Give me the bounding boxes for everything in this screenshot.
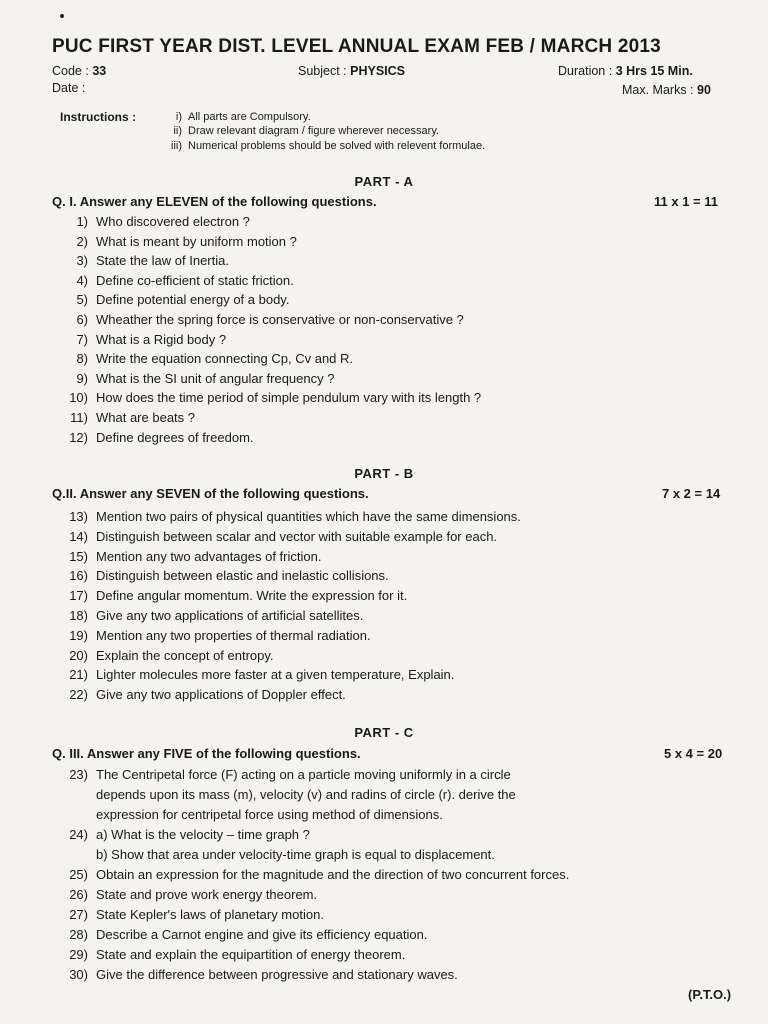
question-text: Define angular momentum. Write the expression for it. bbox=[96, 588, 408, 603]
question-item bbox=[52, 588, 752, 603]
question-text: Mention any two advantages of friction. bbox=[96, 549, 322, 564]
question-item bbox=[52, 371, 752, 386]
question-text: Define degrees of freedom. bbox=[96, 430, 254, 445]
question-number: 19) bbox=[69, 628, 88, 643]
question-text: State and prove work energy theorem. bbox=[96, 887, 318, 902]
question-number: 12) bbox=[69, 430, 88, 445]
question-number: 23) bbox=[69, 767, 88, 782]
instruction-item bbox=[148, 140, 485, 152]
question-text: Give any two applications of Doppler effect. bbox=[96, 687, 346, 702]
question-number: 10) bbox=[69, 390, 88, 405]
question-number: 5) bbox=[76, 292, 88, 307]
instruction-number: i) bbox=[175, 111, 182, 123]
question-text: What is meant by uniform motion ? bbox=[96, 234, 297, 249]
instruction-item bbox=[148, 125, 439, 137]
question-text: Wheather the spring force is conservative or non-conservative ? bbox=[96, 312, 464, 327]
max-marks-line bbox=[622, 83, 711, 97]
date-line bbox=[52, 81, 85, 95]
question-number: 8) bbox=[76, 351, 88, 366]
question-text: Write the equation connecting Cp, Cv and R. bbox=[96, 351, 354, 366]
subject-label: Subject : bbox=[298, 64, 347, 78]
question-item bbox=[52, 967, 752, 982]
question-number: 13) bbox=[69, 509, 88, 524]
question-number: 17) bbox=[69, 588, 88, 603]
question-text: a) What is the velocity – time graph ? bbox=[96, 827, 310, 842]
question-number: 16) bbox=[69, 568, 88, 583]
question-item bbox=[52, 273, 752, 288]
question-continuation: expression for centripetal force using method of dimensions. bbox=[96, 807, 443, 822]
question-item bbox=[52, 648, 752, 663]
question-number: 28) bbox=[69, 927, 88, 942]
question-number: 18) bbox=[69, 608, 88, 623]
question-text: Describe a Carnot engine and give its efficiency equation. bbox=[96, 927, 428, 942]
max-marks-value: 90 bbox=[697, 83, 711, 97]
question-number: 30) bbox=[69, 967, 88, 982]
instructions-label: Instructions : bbox=[60, 110, 137, 124]
question-item bbox=[52, 628, 752, 643]
question-continuation: depends upon its mass (m), velocity (v) and radins of circle (r). derive the bbox=[96, 787, 516, 802]
question-number: 14) bbox=[69, 529, 88, 544]
marks-allocation: 5 x 4 = 20 bbox=[664, 746, 723, 761]
subject-value: PHYSICS bbox=[350, 64, 406, 78]
exam-title: PUC FIRST YEAR DIST. LEVEL ANNUAL EXAM FEB / MARCH 2013 bbox=[52, 36, 661, 57]
scan-mark bbox=[60, 14, 64, 18]
subject-line bbox=[298, 64, 405, 78]
question-item bbox=[52, 529, 752, 544]
question-text: How does the time period of simple pendulum vary with its length ? bbox=[96, 390, 482, 405]
instruction-number: iii) bbox=[171, 140, 182, 152]
question-item bbox=[52, 312, 752, 327]
question-item bbox=[52, 608, 752, 623]
question-text: Distinguish between scalar and vector with suitable example for each. bbox=[96, 529, 498, 544]
question-item bbox=[52, 667, 752, 682]
question-number: 20) bbox=[69, 648, 88, 663]
question-item bbox=[52, 214, 752, 229]
question-item bbox=[52, 767, 752, 782]
question-number: 27) bbox=[69, 907, 88, 922]
question-number: 26) bbox=[69, 887, 88, 902]
question-text: Give any two applications of artificial satellites. bbox=[96, 608, 364, 623]
question-number: 1) bbox=[76, 214, 88, 229]
question-text: Obtain an expression for the magnitude and the direction of two concurrent forces. bbox=[96, 867, 570, 882]
question-text: State Kepler's laws of planetary motion. bbox=[96, 907, 324, 922]
question-item bbox=[52, 907, 752, 922]
question-item bbox=[52, 351, 752, 366]
question-number: 2) bbox=[76, 234, 88, 249]
question-item bbox=[52, 867, 752, 882]
question-number: 6) bbox=[76, 312, 88, 327]
question-text: Distinguish between elastic and inelastic collisions. bbox=[96, 568, 389, 583]
question-heading: Q. I. Answer any ELEVEN of the following questions. bbox=[52, 194, 377, 209]
question-number: 4) bbox=[76, 273, 88, 288]
marks-allocation: 11 x 1 = 11 bbox=[654, 194, 718, 209]
question-item bbox=[52, 390, 752, 405]
pto-label: (P.T.O.) bbox=[688, 987, 732, 1002]
question-item bbox=[52, 253, 752, 268]
date-label: Date : bbox=[52, 81, 86, 95]
code-line bbox=[52, 64, 106, 78]
question-text: Define co-efficient of static friction. bbox=[96, 273, 294, 288]
question-text: State the law of Inertia. bbox=[96, 253, 229, 268]
question-item bbox=[52, 568, 752, 583]
question-text: Explain the concept of entropy. bbox=[96, 648, 274, 663]
question-number: 15) bbox=[69, 549, 88, 564]
question-item bbox=[52, 234, 752, 249]
question-item bbox=[52, 410, 752, 425]
part-title: PART - C bbox=[354, 725, 414, 740]
code-label: Code : bbox=[52, 64, 89, 78]
question-item bbox=[52, 827, 752, 842]
question-text: Mention two pairs of physical quantities which have the same dimensions. bbox=[96, 509, 521, 524]
question-item bbox=[52, 430, 752, 445]
question-item bbox=[52, 687, 752, 702]
question-heading: Q.II. Answer any SEVEN of the following questions. bbox=[52, 486, 369, 501]
instruction-text: All parts are Compulsory. bbox=[188, 111, 311, 123]
question-text: Define potential energy of a body. bbox=[96, 292, 290, 307]
question-continuation: b) Show that area under velocity-time graph is equal to displacement. bbox=[96, 847, 495, 862]
question-item bbox=[52, 927, 752, 942]
max-marks-label: Max. Marks : bbox=[622, 83, 694, 97]
question-number: 24) bbox=[69, 827, 88, 842]
question-number: 25) bbox=[69, 867, 88, 882]
instruction-item bbox=[148, 111, 311, 123]
instruction-text: Draw relevant diagram / figure wherever necessary. bbox=[188, 125, 440, 137]
question-number: 9) bbox=[76, 371, 88, 386]
question-text: Give the difference between progressive and stationary waves. bbox=[96, 967, 458, 982]
question-number: 3) bbox=[76, 253, 88, 268]
instruction-text: Numerical problems should be solved with relevent formulae. bbox=[188, 140, 486, 152]
marks-allocation: 7 x 2 = 14 bbox=[662, 486, 721, 501]
question-item bbox=[52, 549, 752, 564]
question-number: 22) bbox=[69, 687, 88, 702]
code-value: 33 bbox=[92, 64, 107, 78]
question-text: Mention any two properties of thermal radiation. bbox=[96, 628, 371, 643]
duration-line bbox=[558, 64, 693, 78]
question-number: 7) bbox=[76, 332, 88, 347]
question-number: 21) bbox=[69, 667, 88, 682]
question-text: State and explain the equipartition of energy theorem. bbox=[96, 947, 406, 962]
part-title: PART - A bbox=[354, 174, 414, 189]
question-item bbox=[52, 947, 752, 962]
question-item bbox=[52, 332, 752, 347]
question-text: Lighter molecules more faster at a given temperature, Explain. bbox=[96, 667, 455, 682]
duration-label: Duration : bbox=[558, 64, 613, 78]
question-item bbox=[52, 292, 752, 307]
question-text: What are beats ? bbox=[96, 410, 195, 425]
question-item bbox=[52, 887, 752, 902]
question-text: What is the SI unit of angular frequency ? bbox=[96, 371, 335, 386]
question-heading: Q. III. Answer any FIVE of the following questions. bbox=[52, 746, 361, 761]
instruction-number: ii) bbox=[173, 125, 182, 137]
question-item bbox=[52, 509, 752, 524]
question-number: 29) bbox=[69, 947, 88, 962]
duration-value: 3 Hrs 15 Min. bbox=[615, 64, 693, 78]
question-text: Who discovered electron ? bbox=[96, 214, 250, 229]
question-text: The Centripetal force (F) acting on a particle moving uniformly in a circle bbox=[96, 767, 511, 782]
question-text: What is a Rigid body ? bbox=[96, 332, 227, 347]
part-title: PART - B bbox=[354, 466, 414, 481]
question-number: 11) bbox=[70, 410, 88, 425]
